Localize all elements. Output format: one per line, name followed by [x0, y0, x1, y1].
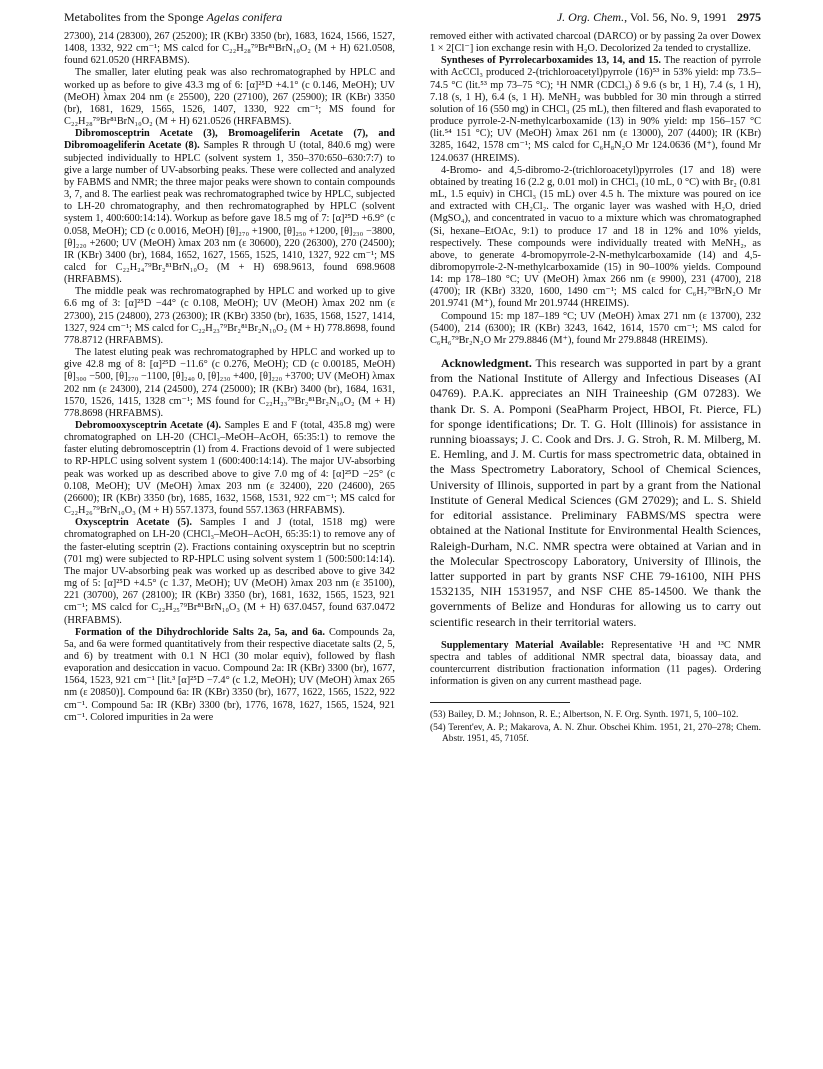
paragraph-text: 4-Bromo- and 4,5-dibromo-2-(trichloroacetyl)pyrroles (17 and 18) were obtained by treating 16 (2.2 g, 0.01 mol) in CHCl₃ (10 mL, 0 °C) with Br₂ (0.81 mL, 1.5 equiv) in CHCl₃ (15 mL) over 4.5 h. The mixture was poured on ice and extracted with CH₂Cl₂. The organic layer was washed with H₂O, dried (MgSO₄), and concentrated in vacuo to a mixture which was chromatographed (Si, hexane–EtOAc, 9:1) to produce 17 and 18 in 12% and 10% yields, respectively. These compounds were individually treated with MeNH₂, as above, to generate 4-bromopyrrole-2-N-methylcarboxamide (14) and 4,5-dibromopyrrole-2-N-methylcarboxamide (15) in 90–100% yields. Compound 14: mp 178–180 °C; UV (MeOH) λmax 266 nm (ε 9900), 231 (4700), 218 (4700); IR (KBr) 3320, 1600, 1490 cm⁻¹; MS calcd for C₆H₇⁷⁹BrN₂O Mr 201.9741 (M⁺), found Mr 201.9744 (HREIMS).	[430, 164, 761, 310]
paragraph	[64, 627, 395, 724]
paragraph-heading: Debromooxysceptrin Acetate (4).	[75, 420, 222, 431]
acknowledgment	[430, 356, 761, 630]
paragraph-text: 27300), 214 (28300), 267 (25200); IR (KBr) 3350 (br), 1683, 1624, 1566, 1527, 1408, 1332, 922 cm⁻¹; MS calcd for C₂₂H₂₈⁷⁹Br⁸¹BrN₁₀O₂ (M + H) 621.0508, found 621.0520 (HRFABMS).	[64, 31, 395, 67]
running-title: Metabolites from the Sponge Agelas conifera	[64, 10, 283, 24]
references	[430, 710, 761, 745]
footnote-divider	[430, 702, 570, 703]
paragraph-text: The latest eluting peak was rechromatographed by HPLC and worked up to give 42.8 mg of 8: [α]²⁵D −11.6° (c 0.276, MeOH); CD (c 0.00185, MeOH) [θ]₃₀₀ −500, [θ]₂₇₀ −1100, [θ]₂₄₀ 0, [θ]₂₃₀ +400, [θ]₂₂₀ +3700; UV (MeOH) λmax 202 nm (ε 24300), 214 (24500), 274 (25000); IR (KBr) 3400 (br), 1684, 1631, 1570, 1526, 1415, 1328 cm⁻¹; MS found for C₂₂H₂₃⁷⁹Br₂⁸¹Br₂N₁₀O₂ (M + H) 778.8698 (HRFABMS).	[64, 347, 395, 419]
paragraph-heading: Syntheses of Pyrrolecarboxamides 13, 14, and 15.	[441, 55, 661, 67]
supplementary-text: Representative ¹H and ¹³C NMR spectra and tables of additional NMR spectral data, bioassay data, and countercurrent distribution fractionation information (11 pages). Ordering information is given on any current masthead page.	[430, 639, 761, 688]
acknowledgment-text: This research was supported in part by a grant from the National Institute of Allergy and Infectious Diseases (AI 04769). P.A.K. appreciates an NIH Traineeship (GM 07283). We thank Dr. S. A. Pomponi (SeaPharm Project, HBOI, Ft. Pierce, FL) for sponge identifications; Dr. T. G. Holt (Illinois) for assistance in running bioassays; J. C. Cook and Drs. J. G. Stroh, R. M. Milberg, M. E. Hemling, and J. M. Curtis for mass spectrometric data, obtained in the Mass Spectrometry Laboratory, School of Chemical Sciences, University of Illinois, supported in part by a grant from the National Institute of General Medical Sciences (GM 27029); and L. S. Shield for editorial assistance. Preliminary FABMS/MS spectra were obtained at the National Institute for Environmental Health Sciences, Raleigh-Durham, N.C. NMR spectra were obtained at Varian and in the Molecular Spectroscopy Laboratory, University of Illinois, the latter supported in part by grants NSF CHE 79-16100, NIH PHS 1532135, NIH 1531957, and NSF CHE 85-14500. We thank the governments of Belize and Honduras for allowing us to carry out scientific research in their territorial waters.	[430, 356, 761, 629]
supplementary-material	[430, 640, 761, 689]
paragraph	[430, 55, 761, 164]
paragraph-text: Samples E and F (total, 435.8 mg) were chromatographed on LH-20 (CHCl₃–MeOH–AcOH, 65:35:1) to remove the faster eluting debromosceptrin (1) from 4. Fractions devoid of 1 were subjected to RP-HPLC using solvent system 1 (600:400:14:14). The major UV-absorbing peak was worked up as described above to give 7.0 mg of 4: [α]²⁵D −25° (c 0.108, MeOH); UV (MeOH) λmax 203 nm (ε 32400), 220 (24600), 265 (26600); IR (KBr) 3350 (br), 1685, 1632, 1568, 1531, 922 cm⁻¹; MS calcd for C₂₂H₂₆⁷⁹BrN₁₀O₃ (M + H) 557.1373, found 557.1363 (HRFABMS).	[64, 420, 396, 517]
paragraph-text: Samples R through U (total, 840.6 mg) were subjected individually to HPLC (solvent system 1, 350–370:650–630:7:7) to give a large number of UV-absorbing peaks. These were collected and analyzed by FABMS and NMR; the three major peaks were shown to contain compounds 3, 7, and 8. The earliest peak was rechromatographed twice by HPLC, subjected to LH-20 chromatography, and then rechromatographed by HPLC (solvent system 1, 400:600:14:14). Workup as before gave 18.5 mg of 7: [α]²⁵D +6.9° (c 0.058, MeOH); CD (c 0.0016, MeOH) [θ]₂₇₀ +1900, [θ]₂₅₀ +1200, [θ]₂₃₀ −3800, [θ]₂₂₀ +2600; UV (MeOH) λmax 203 nm (ε 30600), 220 (26300), 270 (24500); IR (KBr) 3400 (br), 1684, 1652, 1627, 1565, 1525, 1410, 1327, 922 cm⁻¹; MS calcd for C₂₂H₂₄⁷⁹Br₂⁸¹BrN₁₀O₂ (M + H) 698.9613, found 698.9608 (HRFABMS).	[64, 140, 396, 286]
paragraph-text: removed either with activated charcoal (DARCO) or by passing 2a over Dowex 1 × 2[Cl⁻] ion exchange resin with H₂O. Decolorized 2a tended to crystallize.	[430, 31, 761, 55]
reference-item: (53) Bailey, D. M.; Johnson, R. E.; Albertson, N. F. Org. Synth. 1971, 5, 100–102.	[430, 710, 739, 721]
paragraph	[64, 517, 395, 626]
paragraph-text: Samples I and J (total, 1518 mg) were chromatographed on LH-20 (CHCl₃–MeOH–AcOH, 65:35:1) to remove any of the faster-eluting sceptrin (2). Fractions containing oxysceptrin but no sceptrin (701 mg) were subjected to RP-HPLC using solvent system 1 (500:500:14:14). The major UV-absorbing peak was worked up as described above to give 342 mg of 5: [α]²⁵D +4.5° (c 1.37, MeOH); UV (MeOH) λmax 203 nm (ε 35100), 221 (30700), 267 (28100); IR (KBr) 3350 (br), 1681, 1632, 1565, 1523, 921 cm⁻¹; MS calcd for C₂₂H₂₅⁷⁹Br⁸¹BrN₁₀O₃ (M + H) 637.0457, found 637.0472 (HRFABMS).	[64, 517, 395, 626]
paragraph-text: The middle peak was rechromatographed by HPLC and worked up to give 6.6 mg of 3: [α]²⁵D −44° (c 0.108, MeOH); UV (MeOH) λmax 202 nm (ε 27300), 215 (24800), 273 (26300); IR (KBr) 3350 (br), 1635, 1568, 1527, 1414, 1327, 924 cm⁻¹; MS calcd for C₂₂H₂₃⁷⁹Br₂⁸¹Br₂N₁₀O₂ (M + H) 778.8698, found 778.8712 (HRFABMS).	[64, 286, 395, 346]
paragraph	[64, 286, 395, 347]
volume-info: Vol. 56, No. 9, 1991	[629, 10, 727, 24]
paragraph-text: The reaction of pyrrole with AcCCl₃ produced 2-(trichloroacetyl)pyrrole (16)⁵³ in 53% yield: mp 73.5–74.5 °C (lit.⁵³ mp 73–75 °C); ¹H NMR (CDCl₃) δ 9.6 (s br, 1 H), 7.4 (s, 1 H), 7.18 (s, 1 H), 6.4 (s, 1 H). MeNH₂ was bubbled for 30 min through a stirred solution of 16 (550 mg) in CHCl₃ (25 mL), then filtered and flash evaporated to produce pyrrole-2-N-methylcarboxamide (13) in 90% yield: mp 156–157 °C (lit.⁵⁴ 151 °C); UV (MeOH) λmax 261 nm (ε 13000), 207 (4400); IR (KBr) 3285, 1642, 1578 cm⁻¹; MS calcd for C₆H₈N₂O Mr 124.0636 (M⁺), found Mr 124.0637 (HREIMS).	[430, 55, 762, 164]
paragraph	[64, 31, 395, 67]
paragraph	[64, 420, 395, 517]
paragraph	[430, 311, 761, 347]
paragraph	[430, 31, 761, 55]
right-paragraphs	[430, 31, 761, 347]
reference-item: (54) Terent'ev, A. P.; Makarova, A. N. Zhur. Obschei Khim. 1951, 21, 270–278; Chem. Abstr. 1951, 45, 7105f.	[430, 723, 761, 745]
running-header	[64, 10, 761, 28]
journal-citation: J. Org. Chem., Vol. 56, No. 9, 1991 2975	[556, 10, 761, 24]
acknowledgment-heading: Acknowledgment.	[441, 356, 532, 371]
paragraph-heading: Dibromosceptrin Acetate (3), Bromoageliferin Acetate (7), and Dibromoageliferin Acetate (8).	[64, 128, 395, 152]
paragraph	[430, 165, 761, 311]
paragraph-text: The smaller, later eluting peak was also rechromatographed by HPLC and worked up as before to give 43.3 mg of 6: [α]²⁵D +4.1° (c 0.146, MeOH); UV (MeOH) λmax 204 nm (ε 25500), 220 (27100), 267 (25900); IR (KBr) 3350 (br), 1681, 1629, 1565, 1526, 1407, 1330, 922 cm⁻¹; MS found for C₂₂H₂₈⁷⁹Br⁸¹BrN₁₀O₂ (M + H) 621.0526 (HRFABMS).	[64, 67, 395, 128]
paragraph	[64, 347, 395, 420]
paragraph-text: Compounds 2a, 5a, and 6a were formed quantitatively from their respective diacetate salts (2, 5, and 6) by treatment with 0.1 N HCl (30 molar equiv), followed by flash evaporation and desiccation in vacuo. Compound 2a: IR (KBr) 3300 (br), 1677, 1564, 1523, 921 cm⁻¹ [lit.³ [α]²⁵D −7.4° (c 1.2, MeOH); UV (MeOH) λmax 265 nm (ε 20850)]. Compound 6a: IR (KBr) 3350 (br), 1677, 1622, 1565, 1522, 922 cm⁻¹. Compound 5a: IR (KBr) 3300 (br), 1776, 1678, 1627, 1565, 1524, 921 cm⁻¹. Colored impurities in 2a were	[64, 626, 395, 723]
page-number: 2975	[737, 10, 761, 24]
paragraph-heading: Formation of the Dihydrochloride Salts 2a, 5a, and 6a.	[75, 626, 325, 638]
paragraph-text: Compound 15: mp 187–189 °C; UV (MeOH) λmax 271 nm (ε 13700), 232 (5400), 214 (6300); IR (KBr) 3243, 1642, 1614, 1570 cm⁻¹; MS calcd for C₆H₆⁷⁹Br₂N₂O Mr 279.8846 (M⁺), found Mr 279.8848 (HREIMS).	[430, 310, 761, 346]
paragraph	[64, 67, 395, 128]
paragraph	[64, 128, 395, 286]
supplementary-heading: Supplementary Material Available:	[441, 639, 605, 651]
right-column	[430, 31, 761, 747]
journal-name: J. Org. Chem.	[556, 10, 625, 24]
paragraph-heading: Oxysceptrin Acetate (5).	[75, 517, 193, 529]
left-column	[64, 31, 395, 724]
